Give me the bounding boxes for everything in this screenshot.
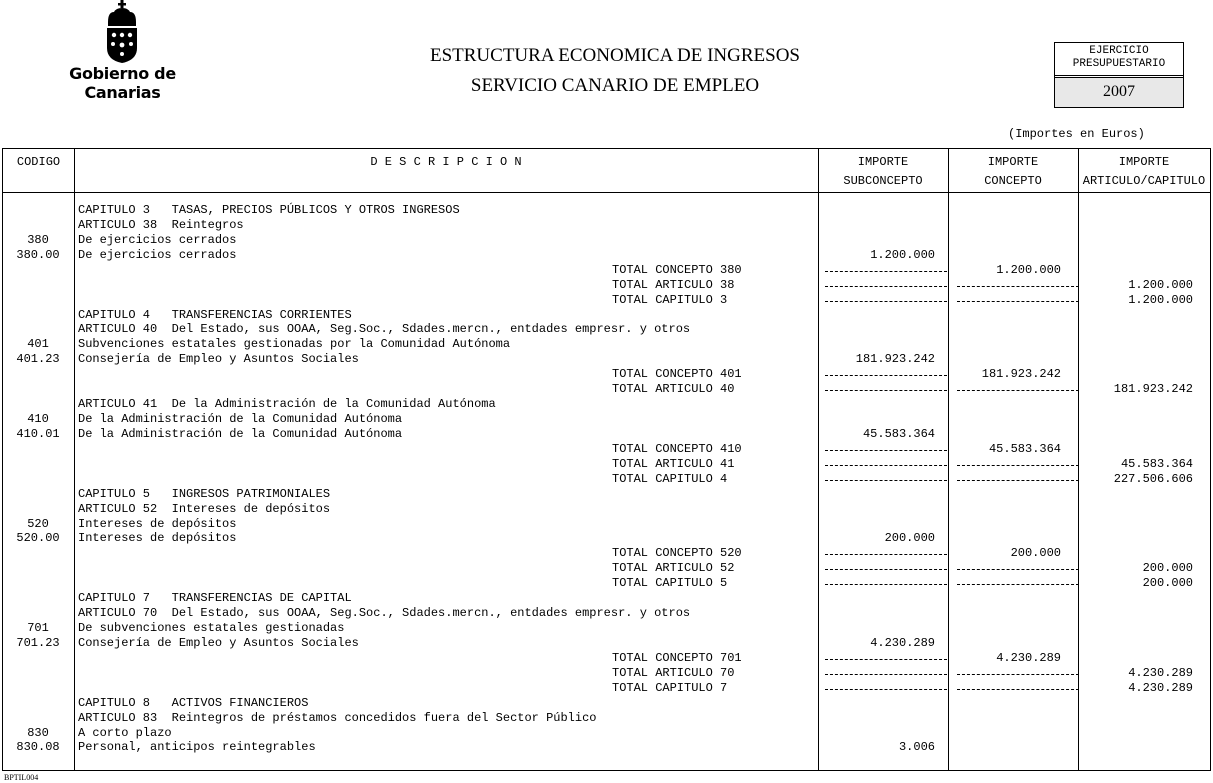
row-description: ARTICULO 38 Reintegros <box>78 217 244 232</box>
row-importe-articulo: 1.200.000 <box>1128 277 1193 292</box>
col-header-subconcepto-line2: SUBCONCEPTO <box>843 174 923 188</box>
row-importe-articulo: 4.230.289 <box>1128 665 1193 680</box>
dashed-rule <box>957 465 1079 466</box>
report-subtitle: SERVICIO CANARIO DE EMPLEO <box>470 75 760 96</box>
col-header-codigo-label: CODIGO <box>16 155 61 169</box>
row-importe-subconcepto: 4.230.289 <box>870 635 935 650</box>
col-header-subconcepto-line1: IMPORTE <box>857 155 909 169</box>
dashed-rule <box>825 554 947 555</box>
row-description: A corto plazo <box>78 725 172 740</box>
row-total-label: TOTAL CONCEPTO 401 <box>612 367 742 382</box>
row-importe-concepto: 181.923.242 <box>981 367 1061 382</box>
table-row <box>3 337 1210 352</box>
row-total-label: TOTAL ARTICULO 70 <box>612 665 735 680</box>
table-row <box>3 308 1210 323</box>
col-header-concepto-line2: CONCEPTO <box>984 174 1042 188</box>
gobierno-canarias-logo <box>30 0 220 102</box>
row-description: ARTICULO 83 Reintegros de préstamos concedidos fuera del Sector Público <box>78 710 597 725</box>
ejercicio-year: 2007 <box>1055 77 1183 107</box>
row-description: Consejería de Empleo y Asuntos Sociales <box>78 635 359 650</box>
row-description: Consejería de Empleo y Asuntos Sociales <box>78 352 359 367</box>
logo-text: Gobierno de Canarias <box>69 64 176 102</box>
table-row <box>3 726 1210 741</box>
row-total-label: TOTAL CONCEPTO 380 <box>612 262 742 277</box>
row-description: ARTICULO 70 Del Estado, sus OOAA, Seg.Soc., Sdades.mercn., entdades empresr. y otros <box>78 606 691 621</box>
ejercicio-label <box>1055 43 1183 76</box>
row-importe-concepto: 200.000 <box>1010 546 1061 561</box>
table-row <box>3 517 1210 532</box>
row-description: ARTICULO 52 Intereses de depósitos <box>78 501 331 516</box>
row-description: CAPITULO 8 ACTIVOS FINANCIEROS <box>78 695 309 710</box>
col-header-concepto-line1: IMPORTE <box>987 155 1039 169</box>
dashed-rule <box>825 375 947 376</box>
row-description: Subvenciones estatales gestionadas por la Comunidad Autónoma <box>78 337 511 352</box>
row-total-label: TOTAL ARTICULO 38 <box>612 277 735 292</box>
row-description: ARTICULO 41 De la Administración de la Comunidad Autónoma <box>78 397 496 412</box>
col-header-articulo-line2: ARTICULO/CAPITULO <box>1082 174 1206 188</box>
dashed-rule <box>957 301 1079 302</box>
table-row <box>3 203 1210 218</box>
row-description: De ejercicios cerrados <box>78 247 237 262</box>
header-divider <box>3 192 1210 193</box>
table-row <box>3 263 1210 278</box>
col-header-concepto <box>948 153 1078 191</box>
row-description: ARTICULO 40 Del Estado, sus OOAA, Seg.Soc., Sdades.mercn., entdades empresr. y otros <box>78 322 691 337</box>
dashed-rule <box>825 659 947 660</box>
table-row <box>3 472 1210 487</box>
coat-of-arms-icon <box>102 0 142 64</box>
row-code: 701.23 <box>16 635 60 650</box>
row-total-label: TOTAL CAPITULO 4 <box>612 471 728 486</box>
table-row <box>3 278 1210 293</box>
row-description: CAPITULO 4 TRANSFERENCIAS CORRIENTES <box>78 307 352 322</box>
row-code: 401 <box>27 337 49 352</box>
table-row <box>3 546 1210 561</box>
row-total-label: TOTAL ARTICULO 41 <box>612 456 735 471</box>
table-row <box>3 711 1210 726</box>
row-importe-concepto: 4.230.289 <box>996 650 1061 665</box>
row-total-label: TOTAL CAPITULO 7 <box>612 680 728 695</box>
row-code: 401.23 <box>16 352 60 367</box>
col-header-codigo <box>3 153 74 172</box>
dashed-rule <box>825 584 947 585</box>
table-row <box>3 651 1210 666</box>
row-description: CAPITULO 5 INGRESOS PATRIMONIALES <box>78 486 331 501</box>
row-code: 380 <box>27 232 49 247</box>
table-row <box>3 233 1210 248</box>
table-row <box>3 427 1210 442</box>
dashed-rule <box>825 569 947 570</box>
report-title: ESTRUCTURA ECONOMICA DE INGRESOS <box>429 45 800 66</box>
table-row <box>3 397 1210 412</box>
row-importe-articulo: 1.200.000 <box>1128 292 1193 307</box>
table-row <box>3 666 1210 681</box>
row-importe-articulo: 45.583.364 <box>1120 456 1193 471</box>
table-row <box>3 531 1210 546</box>
row-importe-subconcepto: 45.583.364 <box>862 426 935 441</box>
table-row <box>3 367 1210 382</box>
col-header-descripcion-label: D E S C R I P C I O N <box>370 155 522 169</box>
table-row <box>3 352 1210 367</box>
row-importe-articulo: 200.000 <box>1142 576 1193 591</box>
ejercicio-box <box>1054 42 1184 108</box>
row-code: 701 <box>27 621 49 636</box>
dashed-rule <box>825 390 947 391</box>
dashed-rule <box>825 271 947 272</box>
row-code: 410.01 <box>16 426 60 441</box>
row-importe-articulo: 181.923.242 <box>1113 382 1193 397</box>
dashed-rule <box>825 689 947 690</box>
row-description: Intereses de depósitos <box>78 531 237 546</box>
row-code: 830.08 <box>16 740 60 755</box>
row-importe-articulo: 4.230.289 <box>1128 680 1193 695</box>
row-importe-articulo: 227.506.606 <box>1113 471 1193 486</box>
dashed-rule <box>957 286 1079 287</box>
ejercicio-label-line2: PRESUPUESTARIO <box>1072 58 1166 70</box>
ejercicio-label-line1: EJERCICIO <box>1089 45 1149 57</box>
row-importe-concepto: 45.583.364 <box>988 441 1061 456</box>
row-total-label: TOTAL ARTICULO 52 <box>612 561 735 576</box>
row-description: CAPITULO 7 TRANSFERENCIAS DE CAPITAL <box>78 591 352 606</box>
row-importe-subconcepto: 200.000 <box>884 531 935 546</box>
row-total-label: TOTAL CAPITULO 5 <box>612 576 728 591</box>
row-code: 830 <box>27 725 49 740</box>
row-code: 520.00 <box>16 531 60 546</box>
row-total-label: TOTAL CONCEPTO 410 <box>612 441 742 456</box>
row-description: De la Administración de la Comunidad Autónoma <box>78 412 403 427</box>
dashed-rule <box>957 390 1079 391</box>
row-total-label: TOTAL CONCEPTO 701 <box>612 650 742 665</box>
dashed-rule <box>957 569 1079 570</box>
row-total-label: TOTAL ARTICULO 40 <box>612 382 735 397</box>
table-row <box>3 502 1210 517</box>
table-row <box>3 740 1210 755</box>
dashed-rule <box>957 689 1079 690</box>
table-row <box>3 382 1210 397</box>
row-description: De ejercicios cerrados <box>78 232 237 247</box>
row-importe-concepto: 1.200.000 <box>996 262 1061 277</box>
row-description: Personal, anticipos reintegrables <box>78 740 316 755</box>
table-row <box>3 248 1210 263</box>
table-row <box>3 696 1210 711</box>
dashed-rule <box>957 584 1079 585</box>
row-code: 380.00 <box>16 247 60 262</box>
row-description: Intereses de depósitos <box>78 516 237 531</box>
row-code: 410 <box>27 412 49 427</box>
dashed-rule <box>825 450 947 451</box>
table-row <box>3 442 1210 457</box>
dashed-rule <box>825 480 947 481</box>
row-importe-subconcepto: 1.200.000 <box>870 247 935 262</box>
table-row <box>3 576 1210 591</box>
row-total-label: TOTAL CONCEPTO 520 <box>612 546 742 561</box>
table-row <box>3 293 1210 308</box>
col-header-subconcepto <box>818 153 948 191</box>
col-header-articulo <box>1078 153 1210 191</box>
col-header-articulo-line1: IMPORTE <box>1118 155 1170 169</box>
budget-table <box>2 148 1211 771</box>
table-row <box>3 681 1210 696</box>
dashed-rule <box>825 465 947 466</box>
dashed-rule <box>957 674 1079 675</box>
importes-note: (Importes en Euros) <box>1008 127 1145 141</box>
dashed-rule <box>825 674 947 675</box>
row-description: De la Administración de la Comunidad Autónoma <box>78 426 403 441</box>
table-row <box>3 412 1210 427</box>
table-row <box>3 218 1210 233</box>
table-row <box>3 322 1210 337</box>
table-row <box>3 636 1210 651</box>
table-row <box>3 487 1210 502</box>
row-total-label: TOTAL CAPITULO 3 <box>612 292 728 307</box>
dashed-rule <box>957 480 1079 481</box>
footer-code: BPTIL004 <box>4 773 39 782</box>
row-importe-subconcepto: 181.923.242 <box>855 352 935 367</box>
row-description: CAPITULO 3 TASAS, PRECIOS PÚBLICOS Y OTROS INGRESOS <box>78 203 460 217</box>
table-row <box>3 621 1210 636</box>
dashed-rule <box>825 286 947 287</box>
table-row <box>3 561 1210 576</box>
row-importe-articulo: 200.000 <box>1142 561 1193 576</box>
table-row <box>3 606 1210 621</box>
table-row <box>3 457 1210 472</box>
row-importe-subconcepto: 3.006 <box>898 740 935 755</box>
col-header-descripcion <box>74 153 818 172</box>
dashed-rule <box>825 301 947 302</box>
table-row <box>3 591 1210 606</box>
row-description: De subvenciones estatales gestionadas <box>78 621 345 636</box>
row-code: 520 <box>27 516 49 531</box>
